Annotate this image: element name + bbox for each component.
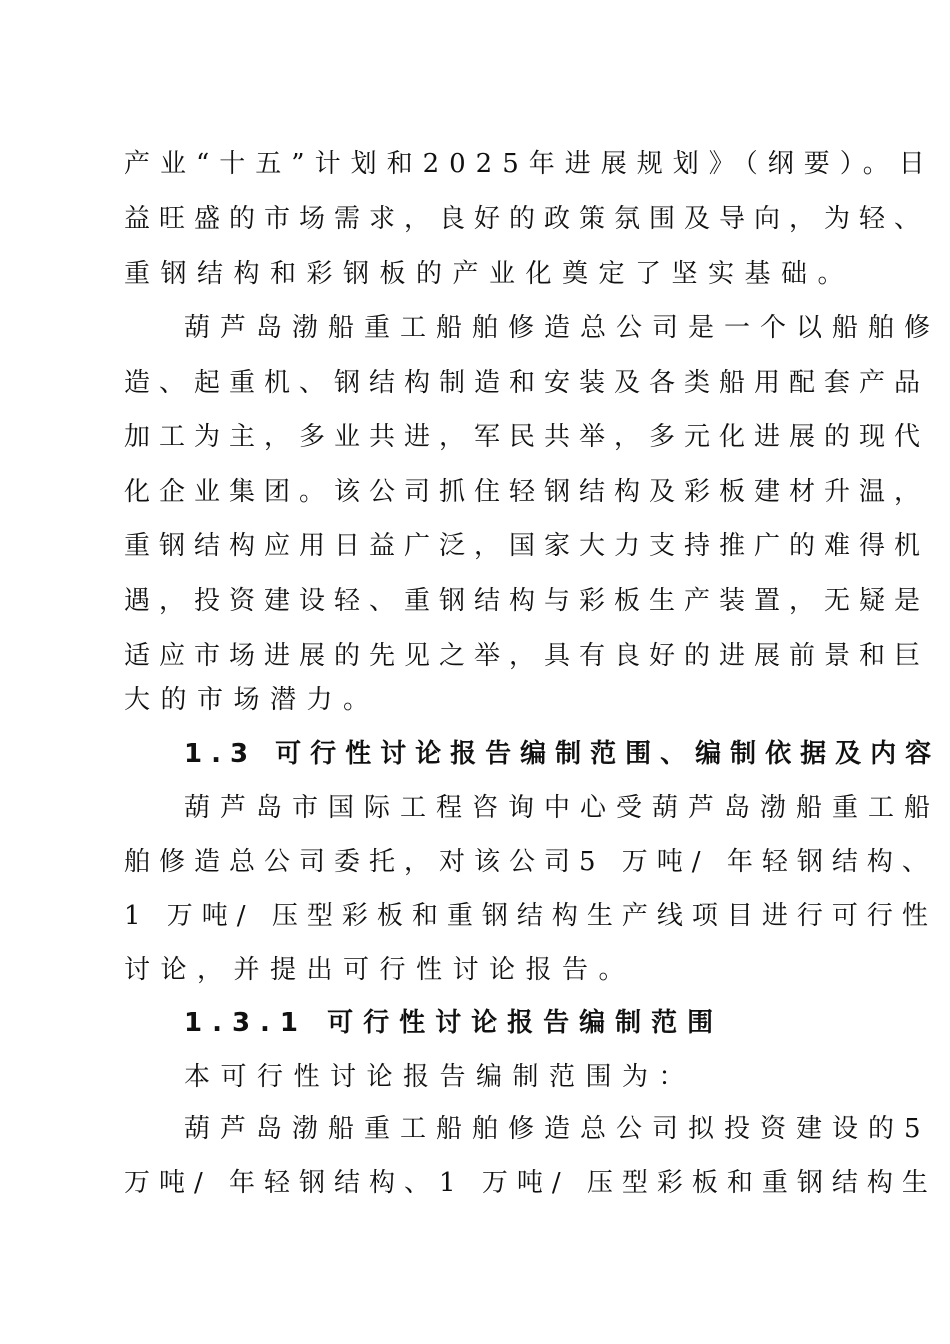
subsection-heading: 1.3.1 可行性讨论报告编制范围	[184, 1008, 724, 1038]
paragraph-line: 造、起重机、钢结构制造和安装及各类船用配套产品	[124, 368, 930, 398]
paragraph-line: 葫芦岛渤船重工船舶修造总公司是一个以船舶修	[184, 313, 941, 343]
paragraph-line: 葫芦岛市国际工程咨询中心受葫芦岛渤船重工船	[184, 793, 941, 823]
paragraph-line: 大的市场潜力。	[124, 685, 380, 715]
paragraph-line: 万吨/ 年轻钢结构、1 万吨/ 压型彩板和重钢结构生	[124, 1168, 937, 1198]
paragraph-line: 加工为主，多业共进，军民共举，多元化进展的现代	[124, 422, 930, 452]
paragraph-line: 重钢结构应用日益广泛，国家大力支持推广的难得机	[124, 531, 930, 561]
paragraph-line: 本可行性讨论报告编制范围为：	[184, 1062, 696, 1092]
paragraph-line: 益旺盛的市场需求，良好的政策氛围及导向，为轻、	[124, 204, 930, 234]
paragraph-line: 产业“十五”计划和2025年进展规划》（纲要）。日	[124, 149, 935, 179]
paragraph-line: 讨论，并提出可行性讨论报告。	[124, 955, 636, 985]
paragraph-line: 重钢结构和彩钢板的产业化奠定了坚实基础。	[124, 259, 855, 289]
paragraph-line: 葫芦岛渤船重工船舶修造总公司拟投资建设的5	[184, 1114, 931, 1144]
section-heading: 1.3 可行性讨论报告编制范围、编制依据及内容	[184, 739, 941, 769]
paragraph-line: 1 万吨/ 压型彩板和重钢结构生产线项目进行可行性	[124, 901, 937, 931]
paragraph-line: 舶修造总公司委托，对该公司5 万吨/ 年轻钢结构、	[124, 847, 937, 877]
paragraph-line: 化企业集团。该公司抓住轻钢结构及彩板建材升温，	[124, 477, 930, 507]
paragraph-line: 适应市场进展的先见之举，具有良好的进展前景和巨	[124, 641, 930, 671]
paragraph-line: 遇，投资建设轻、重钢结构与彩板生产装置，无疑是	[124, 586, 930, 616]
